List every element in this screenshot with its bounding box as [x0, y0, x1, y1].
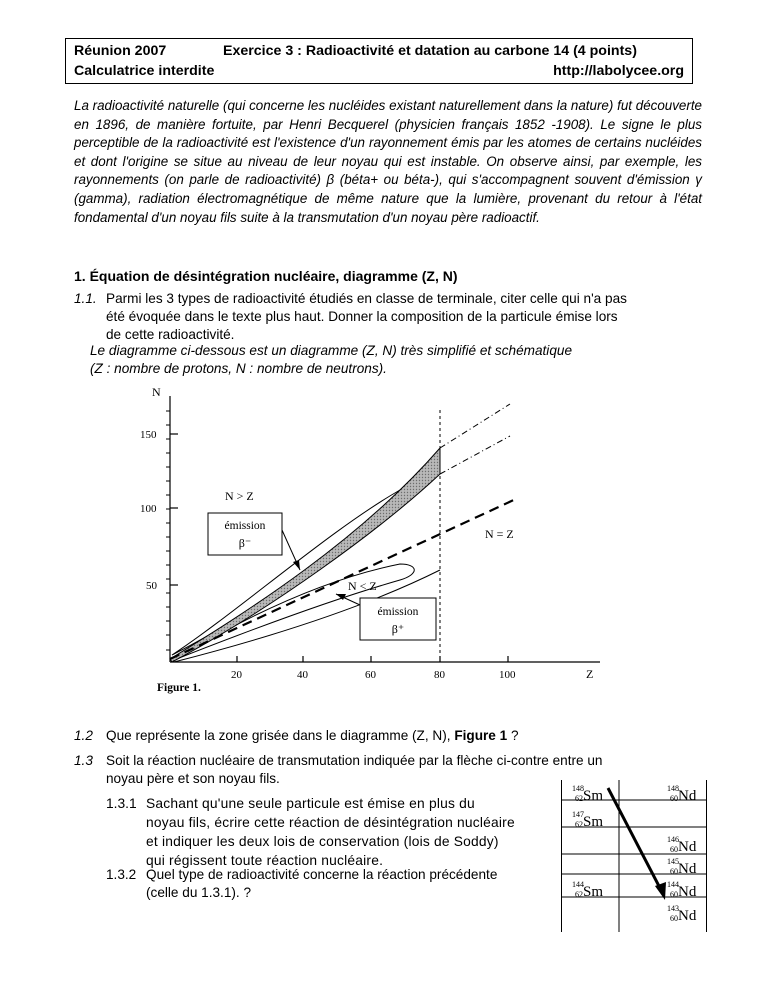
svg-text:145: 145	[667, 857, 679, 866]
question-line: de cette radioactivité.	[106, 327, 235, 342]
question-line: et indiquer les deux lois de conservation (lois de Soddy)	[146, 834, 499, 849]
zn-diagram	[100, 380, 620, 690]
svg-text:143: 143	[667, 904, 679, 913]
arrowhead	[293, 560, 300, 570]
beta-minus-symbol: β⁻	[238, 536, 252, 550]
calculator-note: Calculatrice interdite	[74, 63, 215, 79]
svg-text:148: 148	[667, 784, 679, 793]
label-n-lt-z: N < Z	[348, 579, 377, 593]
nuclide-sm148	[572, 784, 603, 804]
svg-text:60: 60	[670, 914, 678, 923]
intro-paragraph	[74, 97, 702, 227]
emission-minus-label: émission	[224, 520, 266, 532]
svg-text:144: 144	[572, 880, 584, 889]
question-text: ?	[507, 728, 519, 743]
svg-text:144: 144	[667, 880, 679, 889]
question-line: été évoquée dans le texte plus haut. Donner la composition de la particule émise lors	[106, 309, 618, 324]
emission-plus-label: émission	[377, 606, 419, 618]
x-tick-label: 60	[365, 669, 376, 681]
question-line: Parmi les 3 types de radioactivité étudiés en classe de terminale, citer celle qui n'a pas	[106, 291, 627, 306]
svg-text:146: 146	[667, 835, 679, 844]
svg-text:Sm: Sm	[583, 788, 604, 804]
svg-text:Nd: Nd	[678, 839, 697, 855]
nuclide-nd146	[667, 835, 697, 855]
exercise-header	[65, 38, 693, 84]
website-link[interactable]: http://labolycee.org	[553, 63, 684, 79]
nuclide-nd144	[667, 880, 697, 900]
question-line: Sachant qu'une seule particule est émise en plus du	[146, 796, 475, 811]
question-line: Soit la réaction nucléaire de transmutation indiquée par la flèche ci-contre entre un	[106, 753, 603, 768]
svg-text:Nd: Nd	[678, 908, 697, 924]
nuclide-nd145	[667, 857, 697, 877]
svg-text:60: 60	[670, 794, 678, 803]
svg-text:148: 148	[572, 784, 584, 793]
y-axis-label: N	[152, 385, 161, 399]
intro-text: La radioactivité naturelle (qui concerne les nucléides existant naturellement dans la nature) fut découverte en 1896, de manière fortuite, par Henri Becquerel (physicien français 1852 -1908). Le signe le plus perceptible de la radioactivité est l'existence d'un rayonnement émis par les atomes de certains nucléides et dont l'origine se situe au niveau de leur noyau qui est instable. On observe ainsi, par exemple, les rayonnements (on parle de radioactivité) β (béta+ ou béta-), qui s'accompagnent souvent d'émission γ (gamma), radiation électromagnétique de même nature que la lumière, provenant du retour à l'état fondamental d'un noyau fils suite à la transmutation d'un noyau père radioactif.	[74, 98, 702, 225]
x-axis-label: Z	[586, 667, 594, 681]
exercise-title: Exercice 3 : Radioactivité et datation au carbone 14 (4 points)	[223, 43, 637, 59]
svg-text:Nd: Nd	[678, 788, 697, 804]
svg-text:Nd: Nd	[678, 884, 697, 900]
nuclide-sm144	[572, 880, 603, 900]
svg-text:147: 147	[572, 810, 584, 819]
svg-text:Sm: Sm	[583, 884, 604, 900]
svg-text:Nd: Nd	[678, 861, 697, 877]
diagram-intro	[90, 342, 572, 378]
question-text: Que représente la zone grisée dans le diagramme (Z, N),	[106, 728, 455, 743]
question-line: qui régissent toute réaction nucléaire.	[146, 853, 384, 868]
nuclide-nd143	[667, 904, 697, 924]
question-number: 1.3	[74, 753, 93, 768]
svg-text:62: 62	[575, 794, 583, 803]
svg-text:60: 60	[670, 845, 678, 854]
svg-text:60: 60	[670, 890, 678, 899]
question-line: Quel type de radioactivité concerne la réaction précédente	[146, 867, 498, 882]
svg-text:62: 62	[575, 890, 583, 899]
x-tick-label: 20	[231, 669, 242, 681]
svg-text:62: 62	[575, 820, 583, 829]
figure-caption: Figure 1.	[157, 682, 201, 694]
question-number: 1.3.2	[106, 867, 137, 882]
y-tick-label: 100	[140, 503, 157, 515]
nuclide-nd148	[667, 784, 697, 804]
x-tick-label: 80	[434, 669, 445, 681]
svg-text:60: 60	[670, 867, 678, 876]
question-number: 1.1.	[74, 291, 97, 306]
nuclide-sm147	[572, 810, 603, 830]
transmutation-arrow	[608, 788, 661, 890]
section-1-title: 1. Équation de désintégration nucléaire, diagramme (Z, N)	[74, 268, 458, 284]
question-line: noyau père et son noyau fils.	[106, 771, 280, 786]
diagram-intro-line: (Z : nombre de protons, N : nombre de neutrons).	[90, 361, 387, 376]
nuclide-chart	[561, 780, 707, 932]
valley-extension-lower	[440, 436, 510, 474]
question-line: noyau fils, écrire cette réaction de désintégration nucléaire	[146, 815, 515, 830]
session-label: Réunion 2007	[74, 43, 167, 59]
diagram-intro-line: Le diagramme ci-dessous est un diagramme (Z, N) très simplifié et schématique	[90, 343, 573, 358]
y-minor-ticks	[166, 411, 170, 650]
label-n-gt-z: N > Z	[225, 489, 254, 503]
question-number: 1.2	[74, 728, 93, 743]
beta-plus-symbol: β⁺	[391, 622, 405, 636]
y-tick-label: 150	[140, 429, 157, 441]
x-tick-label: 100	[499, 669, 516, 681]
question-line: (celle du 1.3.1). ?	[146, 885, 252, 900]
figure-reference: Figure 1	[454, 728, 508, 743]
svg-text:Sm: Sm	[583, 814, 604, 830]
x-tick-label: 40	[297, 669, 308, 681]
y-tick-label: 50	[146, 580, 157, 592]
label-n-eq-z: N = Z	[485, 527, 514, 541]
question-number: 1.3.1	[106, 796, 137, 811]
